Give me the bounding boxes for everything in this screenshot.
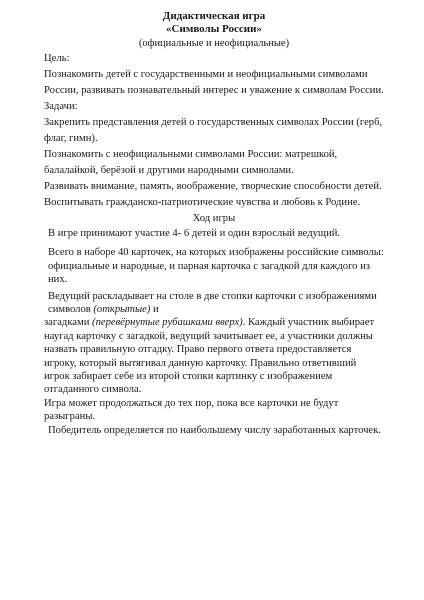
task-item: Закрепить представления детей о государственных символах России (герб, флаг, гимн). bbox=[44, 117, 383, 144]
game-paragraph-1: В игре принимают участие 4- 6 детей и один взрослый ведущий. bbox=[48, 228, 341, 239]
document-title-line-2: «Символы России» bbox=[166, 23, 262, 35]
task-item: Развивать внимание, память, воображение, творческие способности детей. bbox=[44, 181, 382, 192]
goal-text: Познакомить детей с государственными и неофициальными символами России, развивать познавательный интерес и уважение к символам России. bbox=[44, 69, 384, 96]
game-paragraph-4-tail: . Каждый участник выбирает наугад карточку с загадкой, ведущий зачитывает ее, а участники должны назвать правильную отгадку. Право первого ответа предоставляется игроку, который вытягивал данную карточку. Правильно ответивший игрок забирает себе из второй стопки картинку с изображением отгаданного символа. bbox=[44, 317, 375, 396]
document-page bbox=[44, 10, 384, 437]
tasks-heading: Задачи: bbox=[44, 101, 78, 112]
task-item: Воспитывать гражданско-патриотические чувства и любовь к Родине. bbox=[44, 197, 361, 208]
game-paragraph-4 bbox=[44, 316, 384, 396]
document-title-line-1: Дидактическая игра bbox=[162, 10, 266, 22]
game-paragraph-2: Всего в наборе 40 карточек, на которых изображены российские символы: официальные и народные, и парная карточка с загадкой для каждого из них. bbox=[48, 247, 384, 286]
game-paragraph-3-text: Ведущий раскладывает на столе в две стопки карточки с изображениями символов bbox=[48, 290, 377, 316]
game-paragraph-6: Победитель определяется по наибольшему числу заработанных карточек. bbox=[48, 424, 381, 436]
game-paragraph-3-tail: и bbox=[150, 304, 159, 316]
goal-heading: Цель: bbox=[44, 53, 70, 64]
document-subtitle: (официальные и неофициальные) bbox=[138, 38, 290, 49]
game-heading: Ход игры bbox=[192, 213, 236, 224]
task-item: Познакомить с неофициальными символами России: матрешкой, балалайкой, берёзой и другими народными символами. bbox=[44, 149, 338, 176]
game-paragraph-3-italic: (открытые) bbox=[93, 304, 151, 316]
game-paragraph-4-italic: (перевёрнутые рубашками вверх) bbox=[92, 317, 243, 329]
game-paragraph-4-text: загадками bbox=[44, 317, 93, 329]
game-paragraph-3 bbox=[44, 290, 384, 317]
game-paragraph-5: Игра может продолжаться до тех пор, пока все карточки не будут разыграны. bbox=[44, 397, 339, 423]
